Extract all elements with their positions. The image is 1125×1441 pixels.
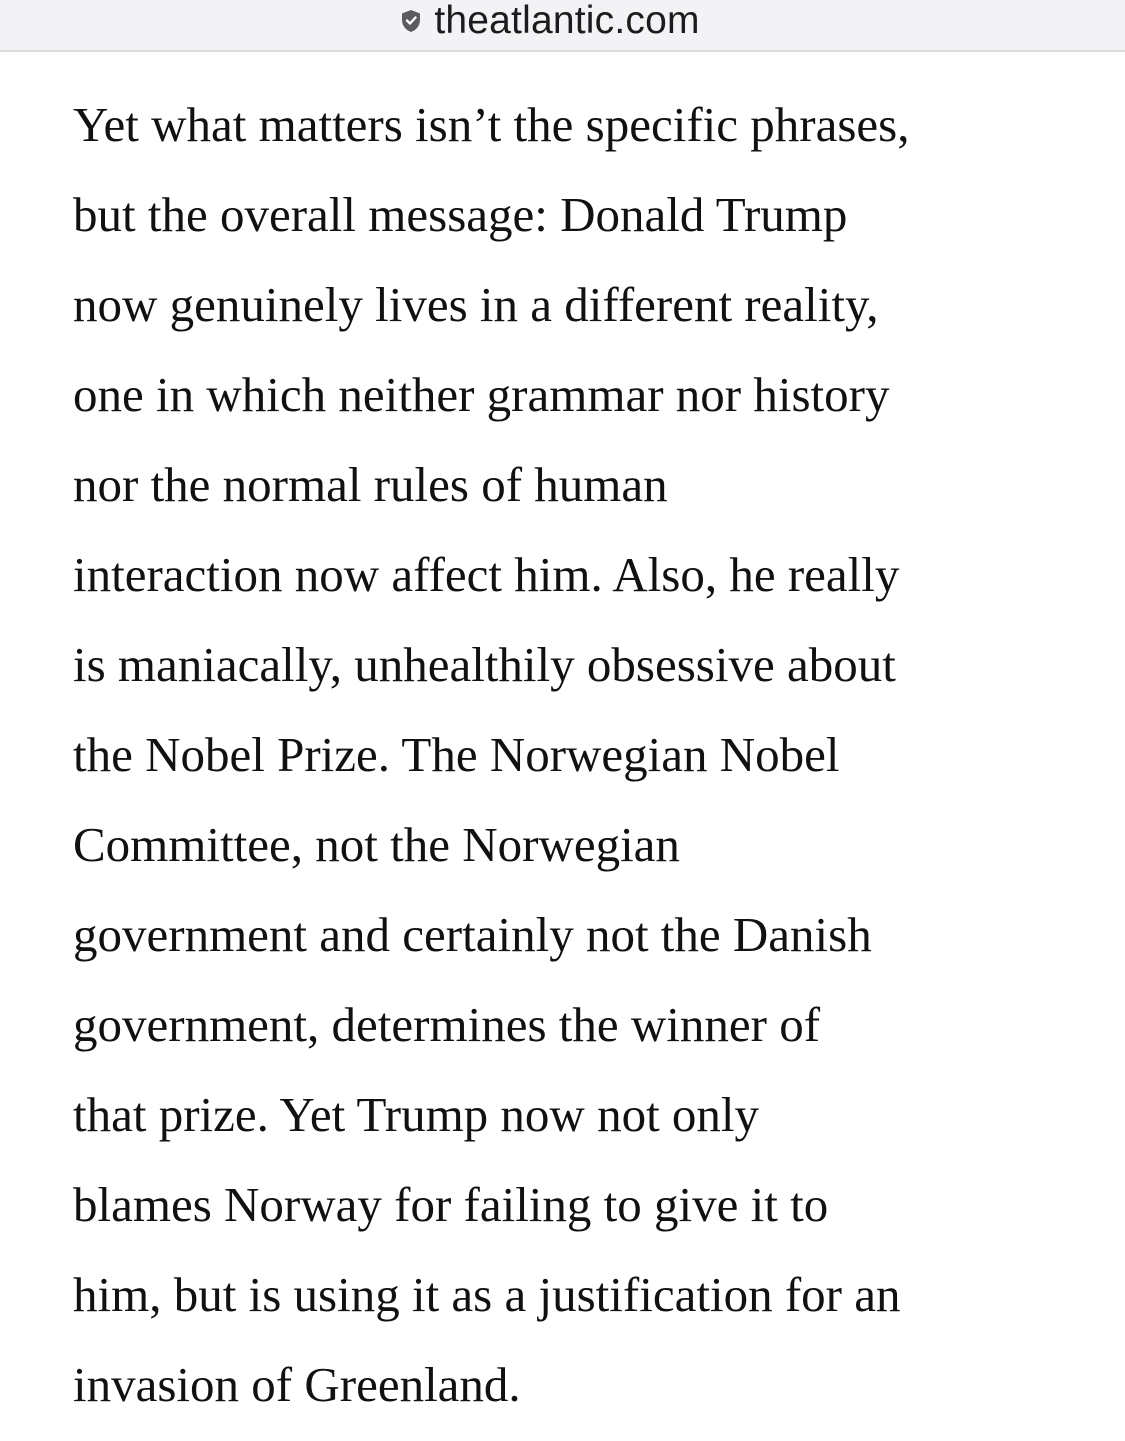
paragraph-line: is maniacally, unhealthily obsessive about xyxy=(73,637,896,692)
url-text: theatlantic.com xyxy=(434,0,700,42)
paragraph-line: but the overall message: Donald Trump xyxy=(73,187,848,242)
paragraph-line: nor the normal rules of human xyxy=(73,457,668,512)
paragraph-line: blames Norway for failing to give it to xyxy=(73,1177,829,1232)
shield-icon xyxy=(400,9,422,33)
paragraph-line: now genuinely lives in a different reality, xyxy=(73,277,879,332)
paragraph-line: him, but is using it as a justification for an xyxy=(73,1267,901,1322)
paragraph-line: the Nobel Prize. The Norwegian Nobel xyxy=(73,727,840,782)
paragraph-line: government and certainly not the Danish xyxy=(73,907,872,962)
paragraph-line: that prize. Yet Trump now not only xyxy=(73,1087,760,1142)
url-display[interactable] xyxy=(0,0,1100,42)
address-bar[interactable] xyxy=(0,0,1125,52)
paragraph-line: interaction now affect him. Also, he really xyxy=(73,547,900,602)
paragraph-line: Committee, not the Norwegian xyxy=(73,817,680,872)
article-paragraph xyxy=(73,80,1093,1430)
article-body xyxy=(73,80,1093,1430)
paragraph-line: Yet what matters isn’t the specific phrases, xyxy=(73,97,910,152)
paragraph-line: one in which neither grammar nor history xyxy=(73,367,890,422)
paragraph-line: government, determines the winner of xyxy=(73,997,821,1052)
paragraph-line: invasion of Greenland. xyxy=(73,1357,521,1412)
